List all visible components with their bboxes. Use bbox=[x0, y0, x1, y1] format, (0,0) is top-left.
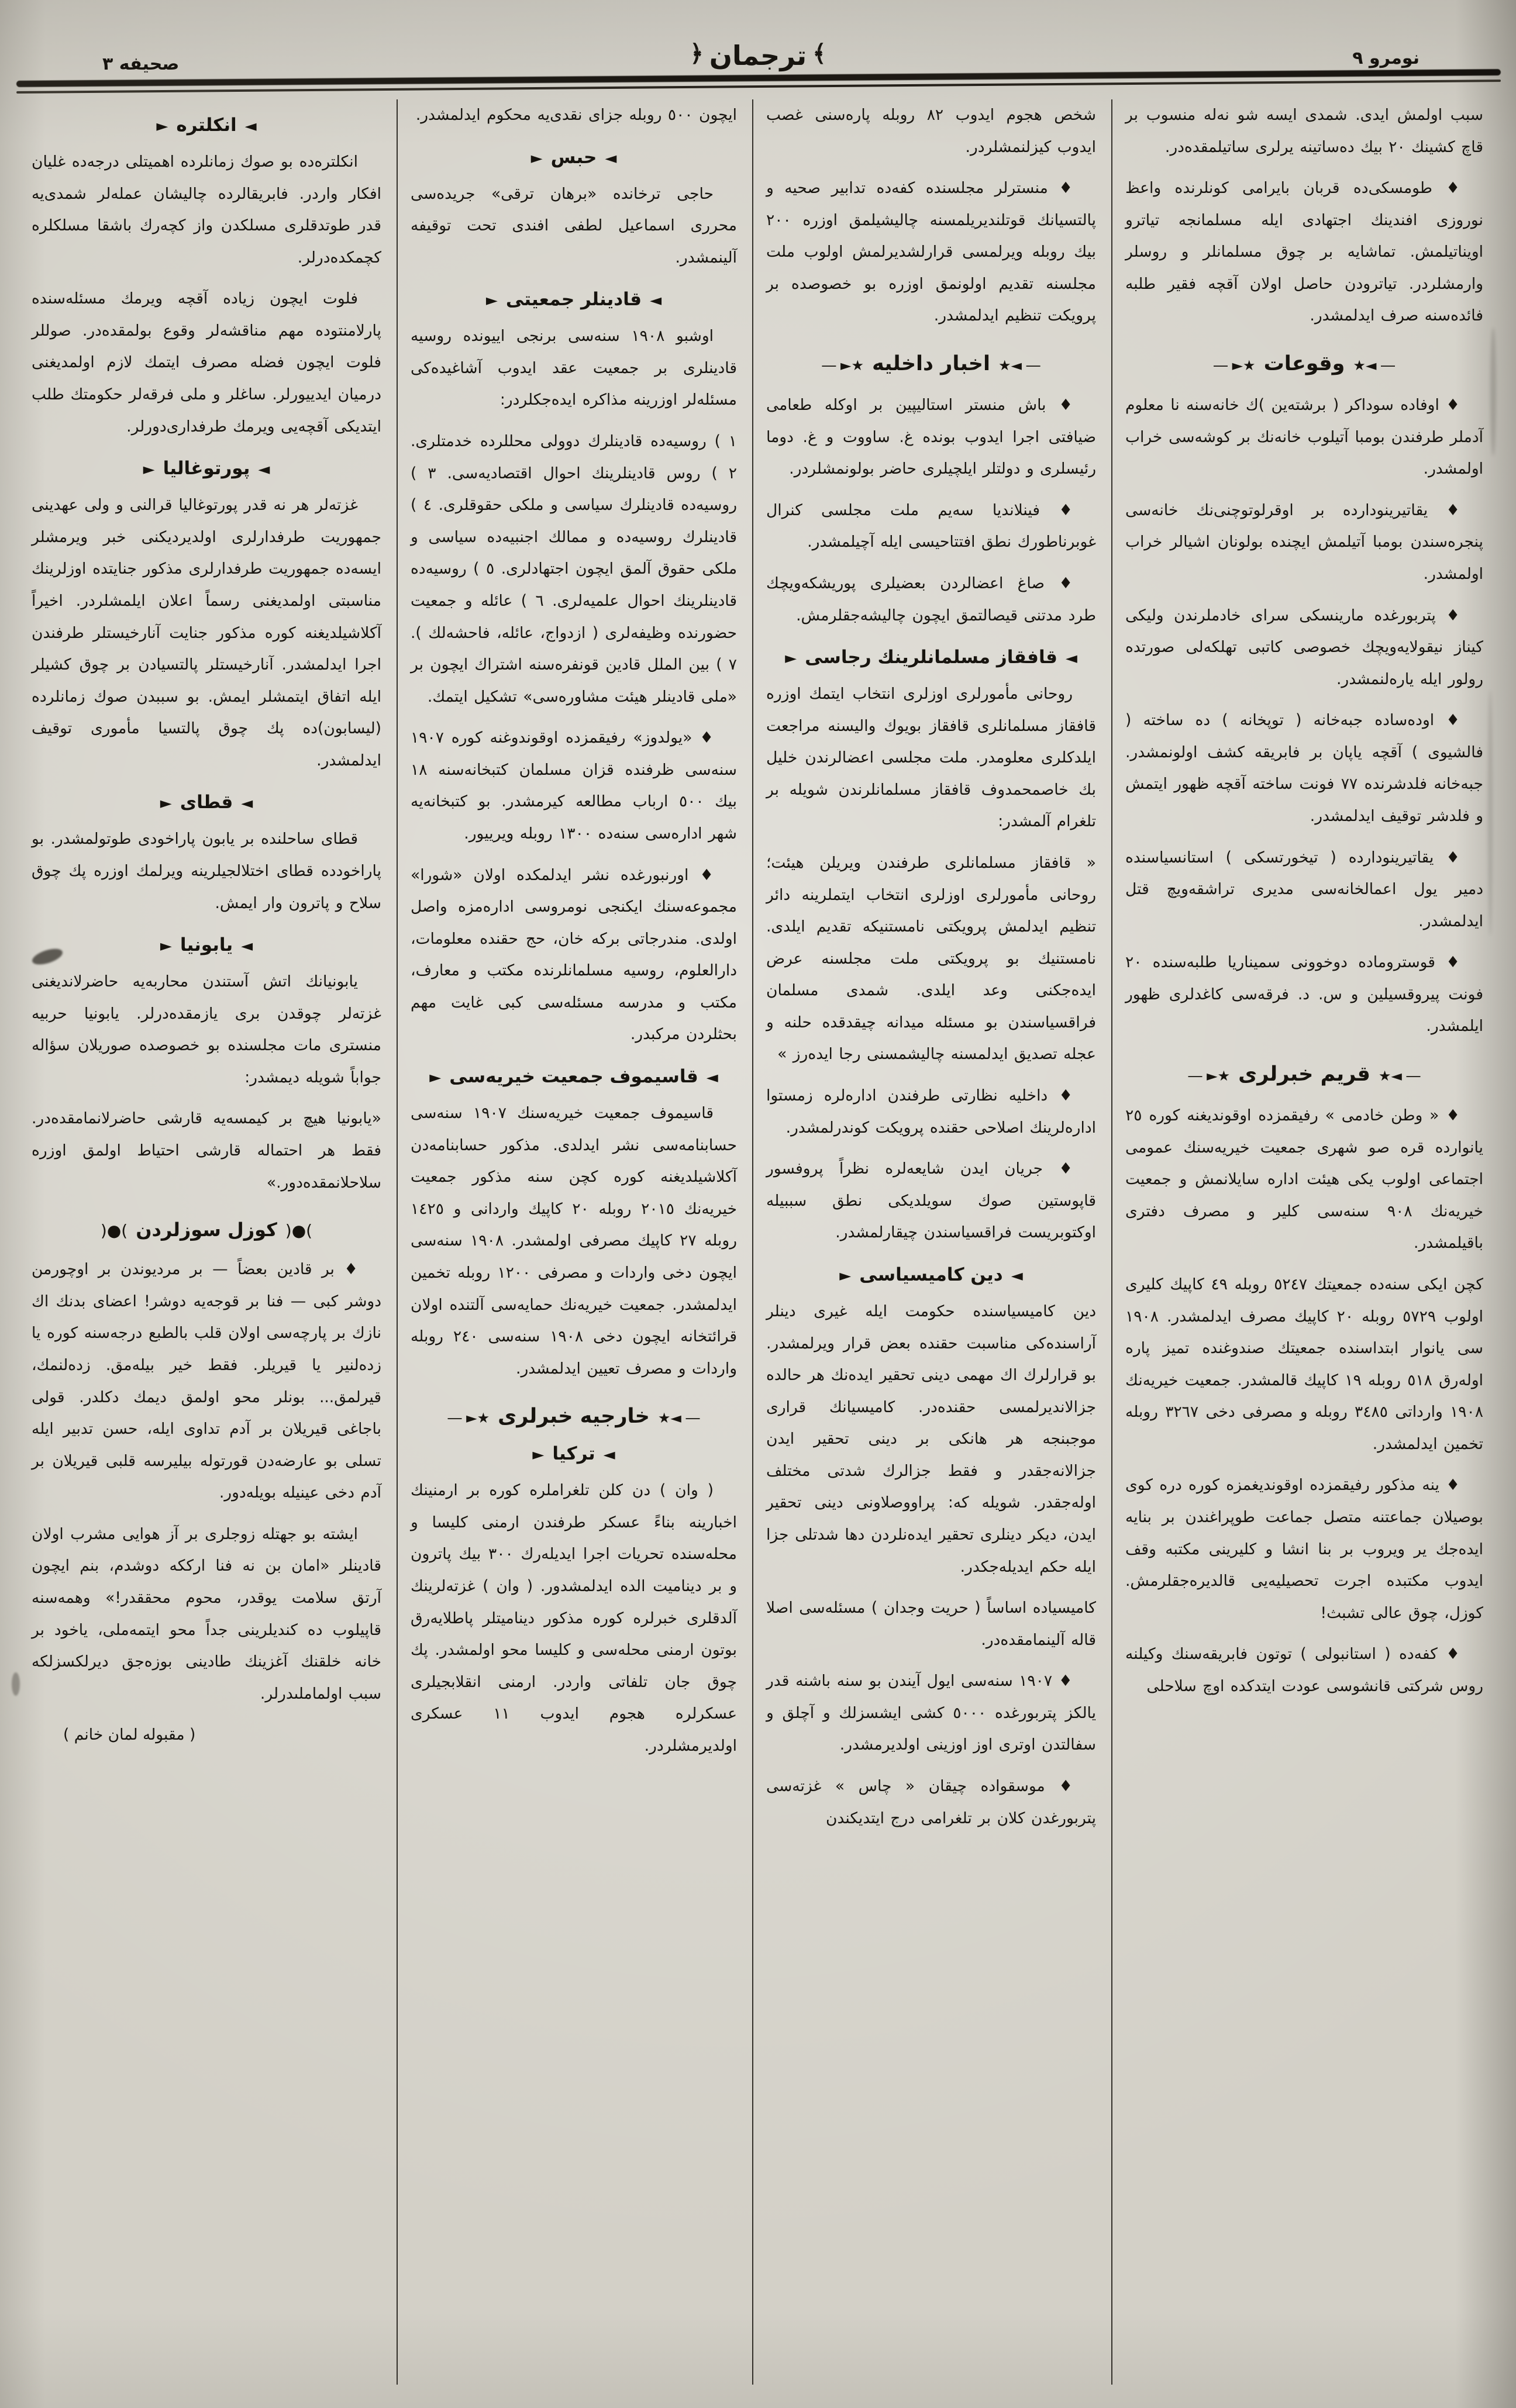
article-paragraph: كچن ايكى سنه‌ده جمعيتك ٥٢٤٧ روبله ٤٩ كاپيك كليرى اولوب ٥٧٢٩ روبله ٢٠ كاپيك مصرف ايدلمشدر. ١٩٠٨ سى يانوار ابتداسنده جمعيتك صندوغنده تميز پاره اوله‌رق ٥١٨ روبله ١٩ كاپيك قالمشدر. جمعيت خيريه‌نك ١٩٠٨ وارداتى ٣٤٨٥ روبله و مصرفى دخى ٣٢٦٧ روبله تخمين ايدلمشدر. bbox=[1125, 1275, 1484, 1453]
section-heading bbox=[32, 1219, 381, 1241]
section-heading-text: يابونيا bbox=[180, 934, 233, 956]
heading-ornament-icon: ◄ bbox=[650, 292, 662, 310]
section-heading-text: قادينلر جمعيتى bbox=[505, 289, 642, 311]
section-heading-text: قريم خبرلرى bbox=[1238, 1062, 1370, 1086]
paper-title bbox=[684, 40, 832, 71]
section-heading-text: خارجيه خبرلرى bbox=[498, 1405, 650, 1429]
article-paragraph: حاجى ترخانده «برهان ترقى» جريده‌سى محررى اسماعيل لطفى افندى تحت توقيفه آلينمشدر. bbox=[411, 184, 737, 267]
article-paragraph: ♦ ينه مذكور رفيقمزده اوقونديغمزه كوره دره كوى بوصيلان جماعتنه متصل جماعت طوپراغندن بر بنايه ايده‌جك ير ويروب بر بنا انشا و كليرينى مكتبه وقف ايدوب مكتبده اجرت تحصيليه‌يى قالديره‌جقلرمش. كوزل، چوق عالى تشبث! bbox=[1125, 1476, 1483, 1622]
scan-shadow bbox=[1488, 690, 1493, 936]
article-paragraph: ♦ ١٩٠٧ سنه‌سى ايول آيندن بو سنه باشنه قدر يالكز پتربورغده ٥٠٠٠ كشى ايشسزلك و آچلق و سفالتدن اوترى اوز اوزينى اولديرمشدر. bbox=[766, 1672, 1096, 1754]
article-paragraph: دين كاميسياسنده حكومت ايله غيرى دينلر آراسنده‌كى مناسبت حقنده بعض قرار ويرلمشدر. بو قرارلرك اك مهمى دينى تحقير ايده‌نك هر حالده جزالانديرلمسى حقنده‌در. كاميسيانك قرارى موجبنجه هر هانكى بر دينى تحقير ايدن جزالانه‌جقدر و فقط جزالرك شدتى مختلف اوله‌جقدر. شويله كه: پراووصلاونى دينى تحقير ايدن، ديكر دينلرى تحقير ايده‌نلردن دها شدتلى جزا ايله حكم ايديله‌جكدر. bbox=[766, 1302, 1096, 1576]
heading-ornament-icon: ◄ bbox=[1065, 650, 1077, 668]
article-paragraph: قاسيموف جمعيت خيريه‌سنك ١٩٠٧ سنه‌سى حسابنامه‌سى نشر ايدلدى. مذكور حسابنامه‌دن آكلاشيلديغنه كوره كچن سنه مذكور جمعيت خيريه‌نك ٢٠١٥ روبله ٢٠ كاپيك واردانى و ١٤٢٥ روبله ٢٧ كاپيك مصرفى اولمشدر. ١٩٠٨ سنه‌سى ايچون دخى واردات و مصرفى ١٢٠٠ روبله تخمين ايدلمشدر. جمعيت خيريه‌نك حمايه‌سى آلتنده اولان قرائتخانه ايچون دخى ١٩٠٨ سنه‌سى ٢٤٠ روبله واردات و مصرف تعيين ايدلمشدر. bbox=[411, 1104, 738, 1378]
section-heading-text: قافقاز مسلمانلرينك رجاسى bbox=[805, 647, 1057, 668]
heading-ornament-icon: ★► ― bbox=[447, 1410, 490, 1427]
newspaper-body bbox=[19, 99, 1498, 2385]
column-col-2 bbox=[398, 99, 753, 2385]
heading-ornament-icon: ― ◄★ bbox=[1353, 357, 1396, 374]
ink-smudge bbox=[12, 1672, 20, 1696]
article-paragraph: يابونيانك اتش آستندن محاربه‌يه حاضرلانديغنى غزته‌لر چوقدن برى يازمقده‌درلر. يابونيا حربيه منسترى مات مجلسنده بو خصوصده صوريلان سؤاله جواباً شويله ديمشدر: bbox=[32, 972, 381, 1086]
page-number: صحيفه ٣ bbox=[102, 54, 180, 74]
title-ornament-right-icon: ﴾ bbox=[812, 40, 826, 67]
heading-ornament-icon: ► bbox=[429, 1069, 442, 1087]
heading-ornament-icon: ► bbox=[530, 149, 543, 167]
title-ornament-left-icon: ﴿ bbox=[690, 40, 704, 67]
article-paragraph: ♦ « وطن خادمى » رفيقمزده اوقونديغنه كوره ٢٥ يانوارده قره صو شهرى جمعيت خيريه‌سنك عمومى اجتماعى اولوب يكى هيئت اداره سايلانمش و جمعيت خيريه‌نك ٩٠٨ سنه‌سى كلير و مصرف دفترى باقيلمشدر. bbox=[1125, 1106, 1483, 1253]
heading-ornament-icon: ― ◄★ bbox=[657, 1410, 700, 1427]
heading-ornament-icon: ► bbox=[532, 1446, 545, 1464]
column-col-3 bbox=[753, 99, 1112, 2385]
article-paragraph: روحانى مأمورلرى اوزلرى انتخاب ايتمك اوزره قافقاز مسلمانلرى قافقاز بويوك واليسنه مراجعت ايلدكلرى معلومدر. ملت مجلسى اعضالرندن خليل بك خاصمحمدوف قافقاز مسلمانلرندن شويله بر تلغرام آلمشدر: bbox=[766, 685, 1096, 831]
section-heading bbox=[411, 1443, 737, 1464]
section-heading bbox=[32, 115, 381, 136]
heading-ornament-icon: ► bbox=[156, 118, 168, 135]
article-paragraph: ♦ باش منستر استاليپين بر اوكله طعامى ضيافتى اجرا ايدوب بونده غ. ساووت و غ. دوما رئيسلرى و دولتلر ايلچيلرى حاضر بولونمشلردر. bbox=[766, 396, 1096, 478]
section-heading bbox=[766, 647, 1096, 668]
section-heading bbox=[1125, 1062, 1483, 1086]
section-heading-text: انكلتره bbox=[176, 115, 237, 136]
heading-ornament-icon: ◄ bbox=[258, 461, 270, 479]
article-paragraph: ♦ اوده‌ساده جبه‌خانه ( توپخانه ) ده ساخته ( فالشيوى ) آقچه ياپان بر فابريقه كشف اولونمشدر. جبه‌خانه فلدشرنده ٧٧ فونت ساخته آقچه ظهور ايتمش و فلدشر توقيف ايدلمشدر. bbox=[1125, 711, 1483, 825]
article-paragraph: ♦ اوفاده سوداكر ( برشتەين )ك خانه‌سنه نا معلوم آدملر طرفندن بومبا آتيلوب خانه‌نك بر كوشه‌سى خراب اولمشدر. bbox=[1125, 396, 1483, 478]
section-heading bbox=[411, 147, 737, 168]
article-paragraph: ♦ جريان ايدن شايعه‌لره نظراً پروفسور قاپوستين صوك سويلديكى نطق سببيله اوكتوبريست فراقسياسندن چيقارلمشدر. bbox=[766, 1160, 1096, 1242]
heading-ornament-icon: ★► ― bbox=[1213, 357, 1256, 374]
section-heading-text: پورتوغاليا bbox=[163, 458, 250, 479]
article-paragraph: سبب اولمش ايدى. شمدى ايسه شو نه‌له منسوب بر قاچ كشينك ٢٠ بيك ده‌ساتينه يرلرى ساتيلمقده‌در. bbox=[1125, 106, 1483, 156]
heading-ornament-icon: ► bbox=[485, 292, 498, 310]
issue-number: نومرو ٩ bbox=[1352, 48, 1419, 68]
heading-ornament-icon: ◄ bbox=[603, 1446, 615, 1464]
heading-ornament-icon: ◄ bbox=[244, 118, 257, 135]
section-heading-text: تركيا bbox=[552, 1443, 595, 1465]
article-paragraph: ♦ اورنبورغده نشر ايدلمكده اولان «شورا» مجموعه‌سنك ايكنجى نومروسى اداره‌مزه واصل اولدى. مندرجاتى بركه خان، حج حقنده معلومات، دارالعلوم، روسيه مسلمانلرنده مكتب و معارف، مكتب و مدرسه مسئله‌سى كبى غايت مهم بحثلردن مركبدر. bbox=[411, 865, 737, 1044]
section-heading-text: دين كاميسياسى bbox=[859, 1264, 1003, 1285]
section-heading-text: كوزل سوزلردن bbox=[136, 1219, 277, 1241]
heading-ornament-icon: ★► ― bbox=[822, 357, 864, 374]
column-col-1 bbox=[19, 99, 398, 2385]
heading-ornament-icon: )●( bbox=[285, 1221, 313, 1241]
article-paragraph: ( وان ) دن كلن تلغراملره كوره بر ارمنينك اخبارينه بناءً عسكر طرفندن ارمنى كليسا و محله‌سنده تحريات اجرا ايديله‌رك ٣٠٠ بيك پاترون و بر ديناميت الده ايدلمشدور. ( وان ) غزته‌لرينك آلدقلرى خبرلره كوره مذكور ديناميتلر پاطلايه‌رق بوتون ارمنى محله‌سى و كليسا محو اولمشدر. پك چوق جان تلفاتى واردر. ارمنى انقلابجيلرى عسكرلره هجوم ايدوب ١١ عسكرى اولديرمشلردر. bbox=[411, 1481, 738, 1755]
article-paragraph: ايچون ٥٠٠ روبله جزاى نقدى‌يه محكوم ايدلمشدر. bbox=[415, 106, 737, 124]
article-paragraph: فلوت ايچون زياده آقچه ويرمك مسئله‌سنده پارلامنتوده مهم مناقشه‌لر وقوع بولمقده‌در. صوللر فلوت ايچون فضله مصرف ايتمك لازم اولمديغنى درميان ايدييورلر. ساغلر و ملى فرقه‌لر حكومتك طلب ايتديكى آقچه‌يى ويرمك طرفدارى‌دورلر. bbox=[32, 289, 381, 436]
article-paragraph: غزته‌لر هر نه قدر پورتوغاليا قرالنى و ولى عهدينى جمهوريت طرفدارلرى اولديرديكنى خبر ويرمشلر ايسه‌ده جمهوريت طرفدارلرى مذكور جنايتده اوزلرينك مناسبتى اولمديغنى رسماً اعلان ايلمشلردر. اخيراً آكلاشيلديغنه كوره مذكور جنايت آنارخيستلر طرفندن اجرا ايدلمشدر. آنارخيستلر پالتسيادن بر چوق كشيلر ايله اتفاق ايتمشلر ايمش. بو سببدن صوك زمانلرده (ليسابون)ده پك چوق پالتسيا مأمورى توقيف ايدلمشدر. bbox=[32, 496, 381, 770]
heading-ornament-icon: ► bbox=[785, 650, 797, 668]
article-paragraph: ♦ يقاتيرينودارده ( تيخورتسكى ) استانسياسنده دمير يول اعمالخانه‌سى مديرى تراشقەويچ قتل ايدلمشدر. bbox=[1125, 848, 1483, 930]
scan-shadow bbox=[1490, 327, 1496, 456]
article-paragraph: انكلتره‌ده بو صوك زمانلرده اهميتلى درجه‌ده غليان افكار واردر. فابريقالرده چاليشان عمله‌لر شمدى‌يه قدر طوتدقلرى مسلكدن واز كچه‌رك باشقا مسلكلره كچمكده‌درلر. bbox=[32, 153, 381, 267]
article-paragraph: ♦ طومسكى‌ده قربان بايرامى كونلرنده واعظ نوروزى افندينك اجتهادى ايله مسلمانجه تياترو اويناتيلمش. تماشايه بر چوق مسلمانلر و روسلر وارمشلردر. تياترودن حاصل اولان آقچه فقير طلبه فائده‌سنه صرف ايدلمشدر. bbox=[1125, 179, 1483, 325]
article-paragraph: كاميسياده اساساً ( حريت وجدان ) مسئله‌سى اصلا قاله آلينمامقده‌در. bbox=[766, 1599, 1096, 1649]
article-paragraph: قطاى ساحلنده بر يابون پاراخودى طوتولمشدر. بو پاراخودده قطاى اختلالجيلرينه ويرلمك اوزره پك چوق سلاح و پاترون وار ايمش. bbox=[32, 830, 381, 912]
article-paragraph: ♦ فينلانديا سەيم ملت مجلسى كنرال غوبرناطورك نطق افتتاحيسى ايله آچيلمشدر. bbox=[766, 501, 1096, 551]
article-paragraph: ايشته بو جهتله زوجلرى بر آز هوايى مشرب اولان قادينلر «امان بن نه فنا ارككه دوشدم، بنم ايچون آرتق سلامت يوقدر، محوم محققدر!» وهمه‌سنه قاپيلوب ده كنديلرينى جداً محو ايتمه‌ملى، ياخود بر خانه خلقنك آغزينك طادينى بوزه‌جق ديرلكسزلكه سبب اولماملىدرلر. bbox=[32, 1524, 381, 1703]
article-paragraph: ♦ صاغ اعضالردن بعضيلرى پوريشكەويچك طرد مدتنى قيصالتمق ايچون چاليشه‌جقلرمش. bbox=[766, 574, 1096, 625]
article-paragraph: شخص هجوم ايدوب ٨٢ روبله پاره‌سنى غصب ايدوب كيزلنمشلردر. bbox=[766, 106, 1096, 156]
heading-ornament-icon: )●( bbox=[100, 1221, 128, 1241]
heading-ornament-icon: ― ◄★ bbox=[1378, 1068, 1421, 1085]
heading-ornament-icon: ◄ bbox=[605, 149, 617, 167]
article-paragraph: ١ ) روسيه‌ده قادينلرك دوولى محللرده خدمتلرى. ٢ ) روس قادينلرينك احوال اقتصاديه‌سى. ٣ ) روسيه‌ده قادينلرك سياسى و ملكى حقوقلرى. ٤ ) قادينلرك روسيه‌ده و ممالك اجنبيه‌ده سياسى و ملكى حقوق آلمق ايچون اجتهادلرى. ٥ ) روسيه‌ده قادينلرينك احوال علميه‌لرى. ٦ ) عائله و جمعيت حضورنده وظيفه‌لرى ( ازدواج، عائله، فاحشه‌لك ). ٧ ) بين الملل قادين قونفره‌سنه اشتراك ايچون بر «ملى قادينلر هيئت مشاوره‌سى» تشكيل ايتمك. bbox=[411, 432, 738, 706]
section-heading bbox=[766, 1264, 1096, 1285]
heading-ornament-icon: ◄ bbox=[241, 795, 253, 813]
article-paragraph: « قافقاز مسلمانلرى طرفندن ويريلن هيئت؛ روحانى مأمورلرى اوزلرى انتخاب ايتملرينه دائر تنظيم ايدلمش پرويكتى نامستنيكه تقديم ايلدى. نامستنيك بو پرويكتى ملت مجلسنه عرض ايده‌جكنى وعد ايلدى. شمدى مسلمان فراقسياسندن بو مسئله ميدانه چيقدقده حلنه و عجله تصديق ايدلمسنه چاليشمسنى رجا ايده‌رز » bbox=[766, 853, 1096, 1064]
article-paragraph: «يابونيا هيچ بر كيمسه‌يه قارشى حاضرلانمامقده‌در. فقط هر احتماله قارشى احتياط اولمق اوزره سلاحلانمقده‌دور.» bbox=[32, 1109, 381, 1192]
section-heading bbox=[32, 934, 381, 955]
article-paragraph: ♦ موسقواده چيقان « چاس » غزته‌سى پتربورغدن كلان بر تلغرامى درج ايتديكندن bbox=[766, 1777, 1096, 1827]
article-paragraph: ♦ كفه‌ده ( استانبولى ) توتون فابريقەسنك وكيلنه روس شركتى قانشوسى عودت ايتدكده اوچ سلاحلى bbox=[1125, 1645, 1483, 1695]
heading-ornament-icon: ★► ― bbox=[1188, 1068, 1231, 1085]
article-paragraph: ♦ بر قادين بعضاً — بر مرديوندن بر اوچورمن دوشر كبى — فنا بر قوجه‌يه دوشر! اعضاى بدنك اك نازك بر پارچه‌سى اولان قلب بالطبع درجه‌سنه كوره يا زده‌لنير يا قيريلر. فقط خير بيله‌مق. زده‌لنمك، قيرلمق... بونلر محو اولمق ديمك دكلدر. قولى باجاغى قيريلان بر آدم تداوى ايله، حسن تدبير ايله تسلى بو عارضه‌دن قورتوله بيليرسه قلبى قيريلان بر آدم دخى عينيله بويله‌دور. bbox=[32, 1260, 381, 1502]
section-heading bbox=[411, 1066, 737, 1087]
column-col-4 bbox=[1112, 99, 1498, 2385]
article-paragraph: ♦ يقاتيرينودارده بر اوقرلوتوچنى‌نك خانه‌سى پنجره‌سندن بومبا آتيلمش ايچنده بولونان اشيالر خراب اولمشدر. bbox=[1125, 501, 1483, 583]
paper-title-text: ترجمان bbox=[709, 40, 807, 71]
heading-ornament-icon: ► bbox=[839, 1267, 852, 1285]
section-heading-text: حبس bbox=[550, 146, 597, 168]
article-paragraph: ♦ قوستروماده دوخوونى سميناريا طلبه‌سنده ٢٠ فونت پيروقسيلين و س. د. فرقه‌سى كاغدلرى ظهور ايلمشدر. bbox=[1125, 953, 1483, 1036]
section-heading-text: قاسيموف جمعيت خيريه‌سى bbox=[449, 1066, 698, 1088]
section-heading-text: قطاى bbox=[180, 792, 233, 813]
heading-ornament-icon: ◄ bbox=[241, 937, 253, 955]
heading-ornament-icon: ◄ bbox=[706, 1069, 718, 1087]
heading-ornament-icon: ◄ bbox=[1011, 1267, 1023, 1285]
heading-ornament-icon: ► bbox=[143, 461, 155, 479]
article-paragraph: ♦ داخليه نظارتى طرفندن اداره‌لره زمستوا اداره‌لرينك اصلاحى حقنده پرويكت كوندرلمشدر. bbox=[766, 1086, 1096, 1137]
article-signature: ( مقبوله لمان خانم ) bbox=[63, 1726, 196, 1744]
article-paragraph: اوشبو ١٩٠٨ سنه‌سى برنجى اييونده روسيه قادينلرى بر جمعيت عقد ايدوب آشاغيده‌كى مسئله‌لر اوزرينه مذاكره ايده‌جكلردر: bbox=[411, 327, 737, 409]
section-heading bbox=[32, 458, 381, 479]
heading-ornament-icon: ► bbox=[160, 937, 172, 955]
section-heading bbox=[766, 352, 1096, 375]
section-heading-text: اخبار داخليه bbox=[872, 352, 990, 376]
heading-ornament-icon: ― ◄★ bbox=[998, 357, 1040, 374]
section-heading bbox=[411, 1405, 737, 1428]
section-heading bbox=[1125, 352, 1483, 375]
article-paragraph: ♦ «يولدوز» رفيقمزده اوقوندوغنه كوره ١٩٠٧ سنه‌سى ظرفنده قزان مسلمان كتبخانه‌سنه ١٨ بيك ٥٠٠ ارباب مطالعه كيرمشدر. بو كتبخانه‌يه شهر اداره‌سى سنه‌ده ١٣٠٠ روبله ويرييور. bbox=[411, 729, 737, 843]
article-paragraph: ♦ منسترلر مجلسنده كفه‌ده تدابير صحيه و پالتسيانك قوتلنديريلمسنه چاليشيلمق اوزره ٢٠٠ بيك روبله ويرلمسى قرارلشديرلمش اولوب ملت مجلسنه تقديم اولونمق اوزره بو خصوصده بر پرويكت تنظيم ايدلمشدر. bbox=[766, 179, 1096, 325]
article-paragraph: ♦ پتربورغده مارينسكى سراى خادملرندن وليكى كيناز نيقولايەويچك خصوصى كاتبى تهلكه‌لى صورتده رولور ايله ياره‌لنمشدر. bbox=[1125, 606, 1483, 688]
section-heading bbox=[411, 289, 737, 310]
section-heading-text: وقوعات bbox=[1263, 352, 1345, 376]
section-heading bbox=[32, 792, 381, 813]
heading-ornament-icon: ► bbox=[160, 795, 172, 813]
